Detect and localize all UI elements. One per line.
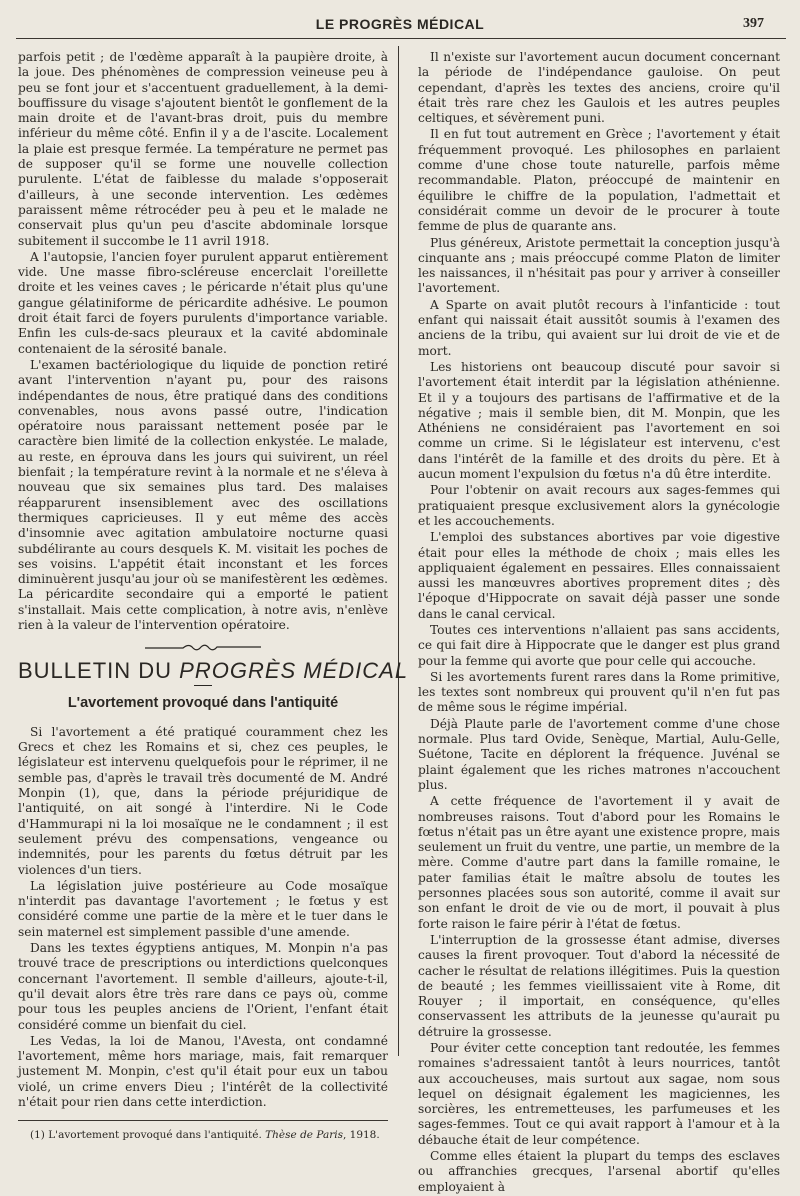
section-ornament: [18, 641, 388, 651]
article-paragraph: L'interruption de la grossesse étant admise, diverses causes la firent provoquer. Tout d'abord la nécessité de cacher le résultat de relations illégitimes. Puis la question de beauté ; les femmes vieillissaient vite à Rome, dit Rouyer ; il importait, en conséquence, qu'elles conservassent les attributs de la jeunesse qu'aurait pu détruire la grossesse.: [418, 932, 780, 1039]
article-paragraph: Il en fut tout autrement en Grèce ; l'avortement y était fréquemment provoqué. Les philosophes en parlaient comme d'une chose toute naturelle, parfois même recommandable. Platon, préoccupé de maintenir en équilibre le chiffre de la population, l'admettait et considérait comme un devoir de le procurer à toute femme de plus de quarante ans.: [418, 127, 780, 234]
left-column: [18, 50, 409, 1142]
footnote-source: Thèse de Paris: [265, 1129, 343, 1142]
case-paragraph: L'examen bactériologique du liquide de ponction retiré avant l'intervention n'ayant pu, pour des raisons indépendantes de nous, être pratiqué dans des conditions convenables, nous avons passé outre, l'indication opératoire nous paraissant nettement posée par le caractère bien limité de la collection enkystée. Le malade, au reste, en éprouva dans les jours qui suivirent, un réel bienfait ; la température revint à la normale et ne s'éleva à nouveau que six semaines plus tard. Des malaises réapparurent insensiblement avec des oscillations thermiques capricieuses. Il y eut même des accès d'insomnie avec agitation ambulatoire nocturne quasi subdélirante au cours desquels K. M. visitait les poches de ses voisins. L'appétit était inconstant et les forces diminuèrent jusqu'au jour où se manifestèrent les œdèmes. La péricardite secondaire qui a emporté le patient s'installait. Mais cette complication, à notre avis, n'enlève rien à la valeur de l'intervention opératoire.: [18, 357, 388, 632]
article-paragraph: Plus généreux, Aristote permettait la conception jusqu'à cinquante ans ; mais préoccupé comme Platon de limiter les naissances, il n'hésitait pas pour y arriver à conseiller l'avortement.: [418, 235, 780, 296]
column-divider: [398, 46, 399, 1056]
journal-title: LE PROGRÈS MÉDICAL: [315, 16, 485, 32]
footnote-text: (1) L'avortement provoqué dans l'antiquité.: [30, 1129, 266, 1142]
bulletin-heading: [18, 658, 409, 684]
article-paragraph: A cette fréquence de l'avortement il y avait de nombreuses raisons. Tout d'abord pour les Romains le fœtus n'était pas un être ayant une existence propre, mais seulement un fruit du ventre, une partie, un membre de la mère. Comme d'autre part dans la famille romaine, le pater familias était le maître absolu de toutes les personnes placées sous son autorité, comme il avait sur son enfant le droit de vie ou de mort, il pouvait à plus forte raison le faire périr à l'état de fœtus.: [418, 794, 780, 931]
article-paragraph: Si l'avortement a été pratiqué couramment chez les Grecs et chez les Romains et si, chez ces peuples, le législateur est intervenu quelquefois pour le réprimer, il ne semble pas, d'après le travail très documenté de M. André Monpin (1), que, dans la période préjuridique de l'antiquité, on ait songé à l'interdire. Ni le Code d'Hammurapi ni la loi mosaïque ne le condamnent ; il est seulement prévu des compensations, vengeance ou indemnités, pour les parents du fœtus détruit par les violences d'un tiers.: [18, 724, 388, 877]
heading-dash: [194, 685, 212, 686]
footnote-year: , 1918.: [342, 1129, 380, 1142]
page-number: 397: [743, 16, 764, 31]
article-paragraph: L'emploi des substances abortives par voie digestive était pour elles la méthode de choix ; mais elles les appliquaient également en pessaires. Elles connaissaient aussi les manœuvres abortives proprement dites ; dès l'époque d'Hippocrate on savait déjà passer une sonde dans le canal cervical.: [418, 530, 780, 621]
article-paragraph: Il n'existe sur l'avortement aucun document concernant la période de l'indépendance gauloise. On peut cependant, d'après les textes des anciens, croire qu'il était très rare chez les Gaulois et les autres peuples celtiques, et sévèrement puni.: [418, 50, 780, 126]
header-rule: [16, 38, 786, 39]
article-paragraph: Les historiens ont beaucoup discuté pour savoir si l'avortement était interdit par la législation athénienne. Et il y a toujours des partisans de l'affirmative et de la négative ; mais il semble bien, dit M. Monpin, que les Athéniens ne considéraient pas l'avortement en soi comme un crime. Si le législateur est intervenu, c'est dans l'intérêt de la famille et des droits du père. Et à aucun moment l'expulsion du fœtus n'a dû être interdite.: [418, 359, 780, 482]
running-head: [0, 12, 800, 34]
article-paragraph: A Sparte on avait plutôt recours à l'infanticide : tout enfant qui naissait était aussitôt soumis à l'examen des anciens de la tribu, qui avaient sur lui droit de vie et de mort.: [418, 297, 780, 358]
article-paragraph: Toutes ces interventions n'allaient pas sans accidents, ce qui fait dire à Hippocrate que le danger est plus grand pour la femme qui avorte que pour celle qui accouche.: [418, 622, 780, 668]
ornament-flourish: [143, 642, 263, 652]
article-paragraph: La législation juive postérieure au Code mosaïque n'interdit pas davantage l'avortement ; le fœtus y est considéré comme une partie de la mère et le tuer dans le sein maternel est simplement passible d'une amende.: [18, 878, 388, 939]
case-paragraph: A l'autopsie, l'ancien foyer purulent apparut entièrement vide. Une masse fibro-scléreuse encerclait l'oreillette droite et les veines caves ; le péricarde n'était plus qu'une gangue gélatiniforme de péricardite adhésive. Le poumon droit était farci de foyers purulents d'importance variable. Enfin les culs-de-sacs pleuraux et la cavité abdominale contenaient de la sérosité banale.: [18, 249, 388, 356]
bulletin-heading-journal: PROGRÈS MÉDICAL: [179, 658, 409, 684]
article-paragraph: Les Vedas, la loi de Manou, l'Avesta, ont condamné l'avortement, même hors mariage, mais, fait remarquer justement M. Monpin, c'est qu'il était pour eux un tabou violé, un crime envers Dieu ; l'intérêt de la collectivité n'était pour rien dans cette interdiction.: [18, 1033, 388, 1109]
footnote-rule: [18, 1120, 388, 1121]
article-paragraph: Si les avortements furent rares dans la Rome primitive, les textes sont nombreux qui prouvent qu'il n'en fut pas de même sous le régime impérial.: [418, 669, 780, 715]
article-paragraph: Comme elles étaient la plupart du temps des esclaves ou affranchies grecques, l'arsenal abortif qu'elles employaient à: [418, 1149, 780, 1194]
case-paragraph: parfois petit ; de l'œdème apparaît à la paupière droite, à la joue. Des phénomènes de compression veineuse peu à peu se font jour et s'accentuent graduellement, à la demi-bouffissure du visage s'ajoutent bientôt le gonflement de la main droite et de l'avant-bras droit, puis du membre inférieur du même côté. Enfin il y a de l'ascite. Localement la plaie est presque fermée. La température ne permet pas de supposer qu'il se forme une nouvelle collection purulente. L'état de faiblesse du malade s'opposerait d'ailleurs, à une seconde intervention. Les œdèmes paraissent même rétrocéder peu à peu et le malade ne conservait plus qu'un peu d'ascite abdominale lorsque subitement il succombe le 11 avril 1918.: [18, 50, 388, 248]
article-paragraph: Dans les textes égyptiens antiques, M. Monpin n'a pas trouvé trace de prescriptions ou interdictions quelconques concernant l'avortement. Il semble d'ailleurs, ajoute-t-il, qu'il devait alors être très rare dans ce pays où, comme pour tous les peuples anciens de l'Orient, l'enfant était considéré comme un bienfait du ciel.: [18, 941, 388, 1032]
footnote: [18, 1129, 388, 1142]
right-column: [418, 50, 780, 1196]
article-paragraph: Pour l'obtenir on avait recours aux sages-femmes qui pratiquaient presque exclusivement alors la gynécologie et les accouchements.: [418, 483, 780, 528]
bulletin-heading-prefix: BULLETIN DU: [18, 658, 180, 684]
article-paragraph: Déjà Plaute parle de l'avortement comme d'une chose normale. Plus tard Ovide, Senèque, Martial, Aulu-Gelle, Suétone, Tacite en déplorent la fréquence. Juvénal se plaint également que les riches matrones n'accouchent plus.: [418, 716, 780, 792]
article-paragraph: Pour éviter cette conception tant redoutée, les femmes romaines s'adressaient tantôt à leurs nourrices, tantôt aux accoucheuses, mais surtout aux sagae, nom sous lequel on désignait également les magiciennes, les sorcières, les entremetteuses, les parfumeuses et les sages-femmes. Tout ce qui avait rapport à l'amour et à la débauche était de leur compétence.: [418, 1041, 780, 1147]
article-title: L'avortement provoqué dans l'antiquité: [67, 694, 339, 711]
